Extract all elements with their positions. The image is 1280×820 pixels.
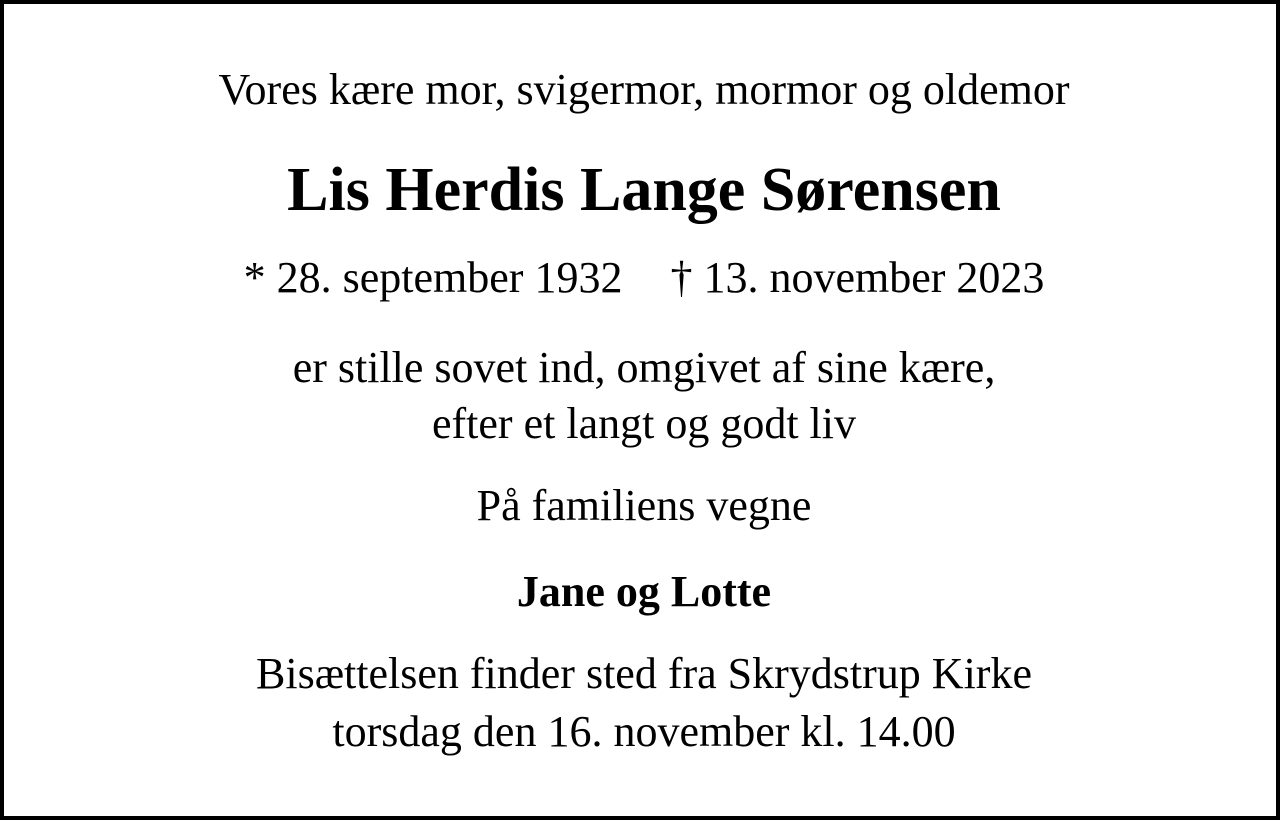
on-behalf-text: På familiens vegne <box>476 481 812 530</box>
birth-date: * 28. september 1932 <box>243 253 623 302</box>
funeral-info-line-1: Bisættelsen finder sted fra Skrydstrup Kirke <box>256 649 1032 698</box>
passing-text-line-1: er stille sovet ind, omgivet af sine kære, <box>292 343 996 392</box>
death-date: † 13. november 2023 <box>670 253 1045 302</box>
life-dates <box>4 250 1280 306</box>
funeral-info-line-2: torsdag den 16. november kl. 14.00 <box>332 707 956 756</box>
signers-names: Jane og Lotte <box>516 567 772 616</box>
deceased-name: Lis Herdis Lange Sørensen <box>287 156 1001 224</box>
intro-text: Vores kære mor, svigermor, mormor og oldemor <box>218 65 1070 114</box>
passing-text-line-2: efter et langt og godt liv <box>432 399 856 448</box>
